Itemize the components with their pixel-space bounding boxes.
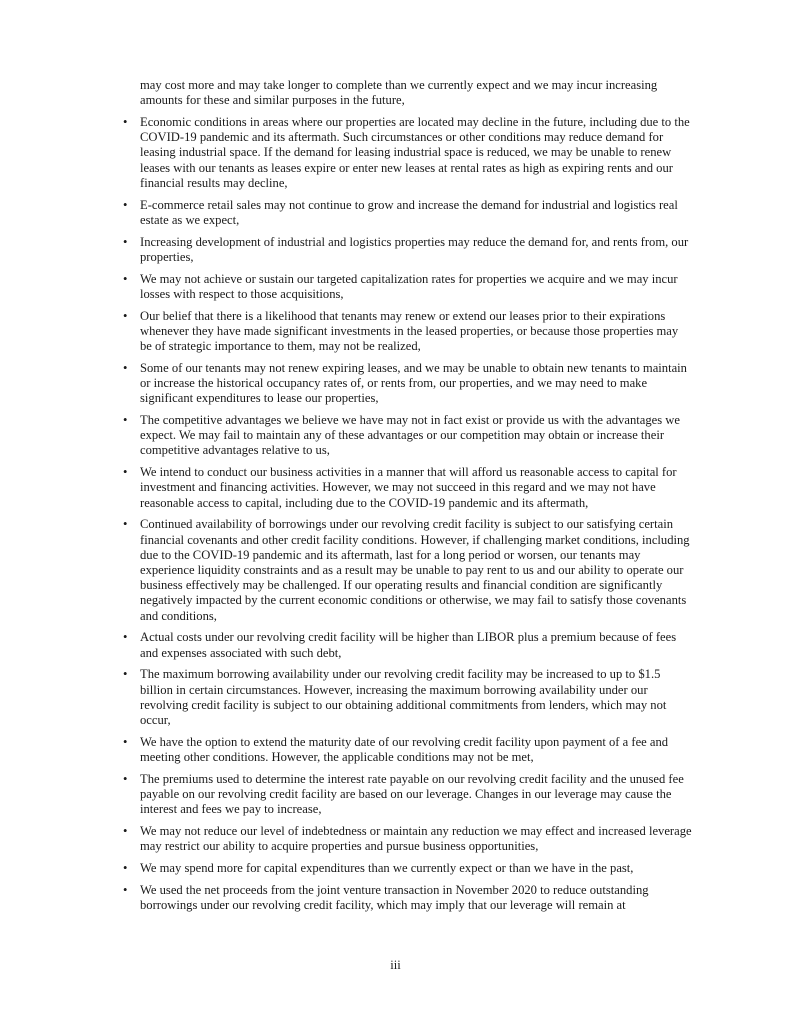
bullet-icon: • bbox=[123, 824, 128, 839]
bullet-text: We intend to conduct our business activities in a manner that will afford us reasonable access to capital for investment and financing activities. However, we may not succeed in this regard and we may not have reasonable access to capital, including due to the COVID-19 pandemic and its aftermath, bbox=[140, 465, 677, 510]
list-item bbox=[123, 235, 693, 265]
list-item bbox=[123, 115, 693, 191]
bullet-text: Continued availability of borrowings under our revolving credit facility is subject to our satisfying certain financial covenants and other credit facility conditions. However, if challenging market conditions, including due to the COVID-19 pandemic and its aftermath, last for a long period or worsen, our tenants may experience liquidity constraints and as a result may be unable to pay rent to us and our ability to operate our business effectively may be challenged. If our operating results and financial condition are significantly negatively impacted by the current economic conditions or otherwise, we may fail to satisfy those covenants and conditions, bbox=[140, 517, 690, 623]
list-item bbox=[123, 309, 693, 355]
list-item bbox=[123, 413, 693, 459]
list-item bbox=[123, 772, 693, 818]
bullet-icon: • bbox=[123, 517, 128, 532]
bullet-text: Increasing development of industrial and logistics properties may reduce the demand for, and rents from, our properties, bbox=[140, 234, 689, 264]
bullet-text: Some of our tenants may not renew expiring leases, and we may be unable to obtain new tenants to maintain or increase the historical occupancy rates of, or rents from, our properties, and we may need to make significant expenditures to lease our properties, bbox=[140, 360, 687, 406]
bullet-text: Economic conditions in areas where our properties are located may decline in the future, including due to the COVID-19 pandemic and its aftermath. Such circumstances or other conditions may reduce demand for leasing industrial space. If the demand for leasing industrial space is reduced, we may be unable to renew leases with our tenants as leases expire or enter new leases at rental rates as high as expiring rents and our financial results may decline, bbox=[140, 115, 690, 190]
bullet-icon: • bbox=[123, 734, 128, 749]
list-item bbox=[123, 272, 693, 302]
list-item bbox=[123, 861, 693, 876]
list-item bbox=[123, 883, 693, 913]
risk-bullet-list bbox=[123, 115, 693, 913]
bullet-icon: • bbox=[123, 197, 128, 212]
bullet-text: The premiums used to determine the interest rate payable on our revolving credit facility and the unused fee payable on our revolving credit facility are based on our leverage. Changes in our leverage may cause the interest and fees we pay to increase, bbox=[140, 771, 684, 817]
bullet-text: We have the option to extend the maturity date of our revolving credit facility upon payment of a fee and meeting other conditions. However, the applicable conditions may not be met, bbox=[140, 734, 669, 765]
bullet-icon: • bbox=[123, 234, 128, 249]
list-item bbox=[123, 517, 693, 623]
bullet-text: We may spend more for capital expenditures than we currently expect or than we have in the past, bbox=[140, 861, 634, 876]
bullet-icon: • bbox=[123, 115, 128, 129]
bullet-icon: • bbox=[123, 771, 128, 786]
bullet-icon: • bbox=[123, 882, 128, 897]
bullet-text: We may not achieve or sustain our targeted capitalization rates for properties we acquire and we may incur losses with respect to those acquisitions, bbox=[140, 271, 678, 301]
bullet-icon: • bbox=[123, 465, 128, 480]
list-item bbox=[123, 735, 693, 765]
bullet-icon: • bbox=[123, 360, 128, 375]
bullet-text: Actual costs under our revolving credit facility will be higher than LIBOR plus a premium because of fees and expenses associated with such debt, bbox=[140, 630, 677, 660]
bullet-icon: • bbox=[123, 861, 128, 876]
list-item bbox=[123, 198, 693, 228]
bullet-icon: • bbox=[123, 630, 128, 645]
list-item bbox=[123, 667, 693, 728]
continuation-paragraph: may cost more and may take longer to complete than we currently expect and we may incur increasing amounts for these and similar purposes in the future, bbox=[140, 78, 658, 108]
bullet-text: Our belief that there is a likelihood that tenants may renew or extend our leases prior to their expirations whenever they have made significant investments in the leased properties, or because those properties may be of strategic importance to them, may not be realized, bbox=[140, 308, 679, 354]
list-item bbox=[123, 824, 693, 854]
bullet-text: E-commerce retail sales may not continue to grow and increase the demand for industrial and logistics real estate as we expect, bbox=[140, 197, 678, 227]
list-item bbox=[123, 630, 693, 660]
page-body bbox=[123, 78, 693, 920]
page-number: iii bbox=[390, 958, 401, 972]
bullet-icon: • bbox=[123, 308, 128, 323]
bullet-text: We used the net proceeds from the joint venture transaction in November 2020 to reduce outstanding borrowings under our revolving credit facility, which may imply that our leverage will remain at bbox=[140, 882, 649, 913]
bullet-icon: • bbox=[123, 667, 128, 682]
list-item bbox=[123, 361, 693, 407]
bullet-icon: • bbox=[123, 271, 128, 286]
list-item bbox=[123, 465, 693, 511]
bullet-text: The competitive advantages we believe we have may not in fact exist or provide us with the advantages we expect. We may fail to maintain any of these advantages or our competition may obtain or increase their competitive advantages relative to us, bbox=[140, 413, 680, 458]
bullet-text: We may not reduce our level of indebtedness or maintain any reduction we may effect and increased leverage may restrict our ability to acquire properties and pursue business opportunities, bbox=[140, 824, 692, 854]
bullet-icon: • bbox=[123, 413, 128, 428]
bullet-text: The maximum borrowing availability under our revolving credit facility may be increased to up to $1.5 billion in certain circumstances. However, increasing the maximum borrowing availability under our revolving credit facility is subject to our obtaining additional commitments from lenders, which may not occur, bbox=[140, 667, 667, 728]
